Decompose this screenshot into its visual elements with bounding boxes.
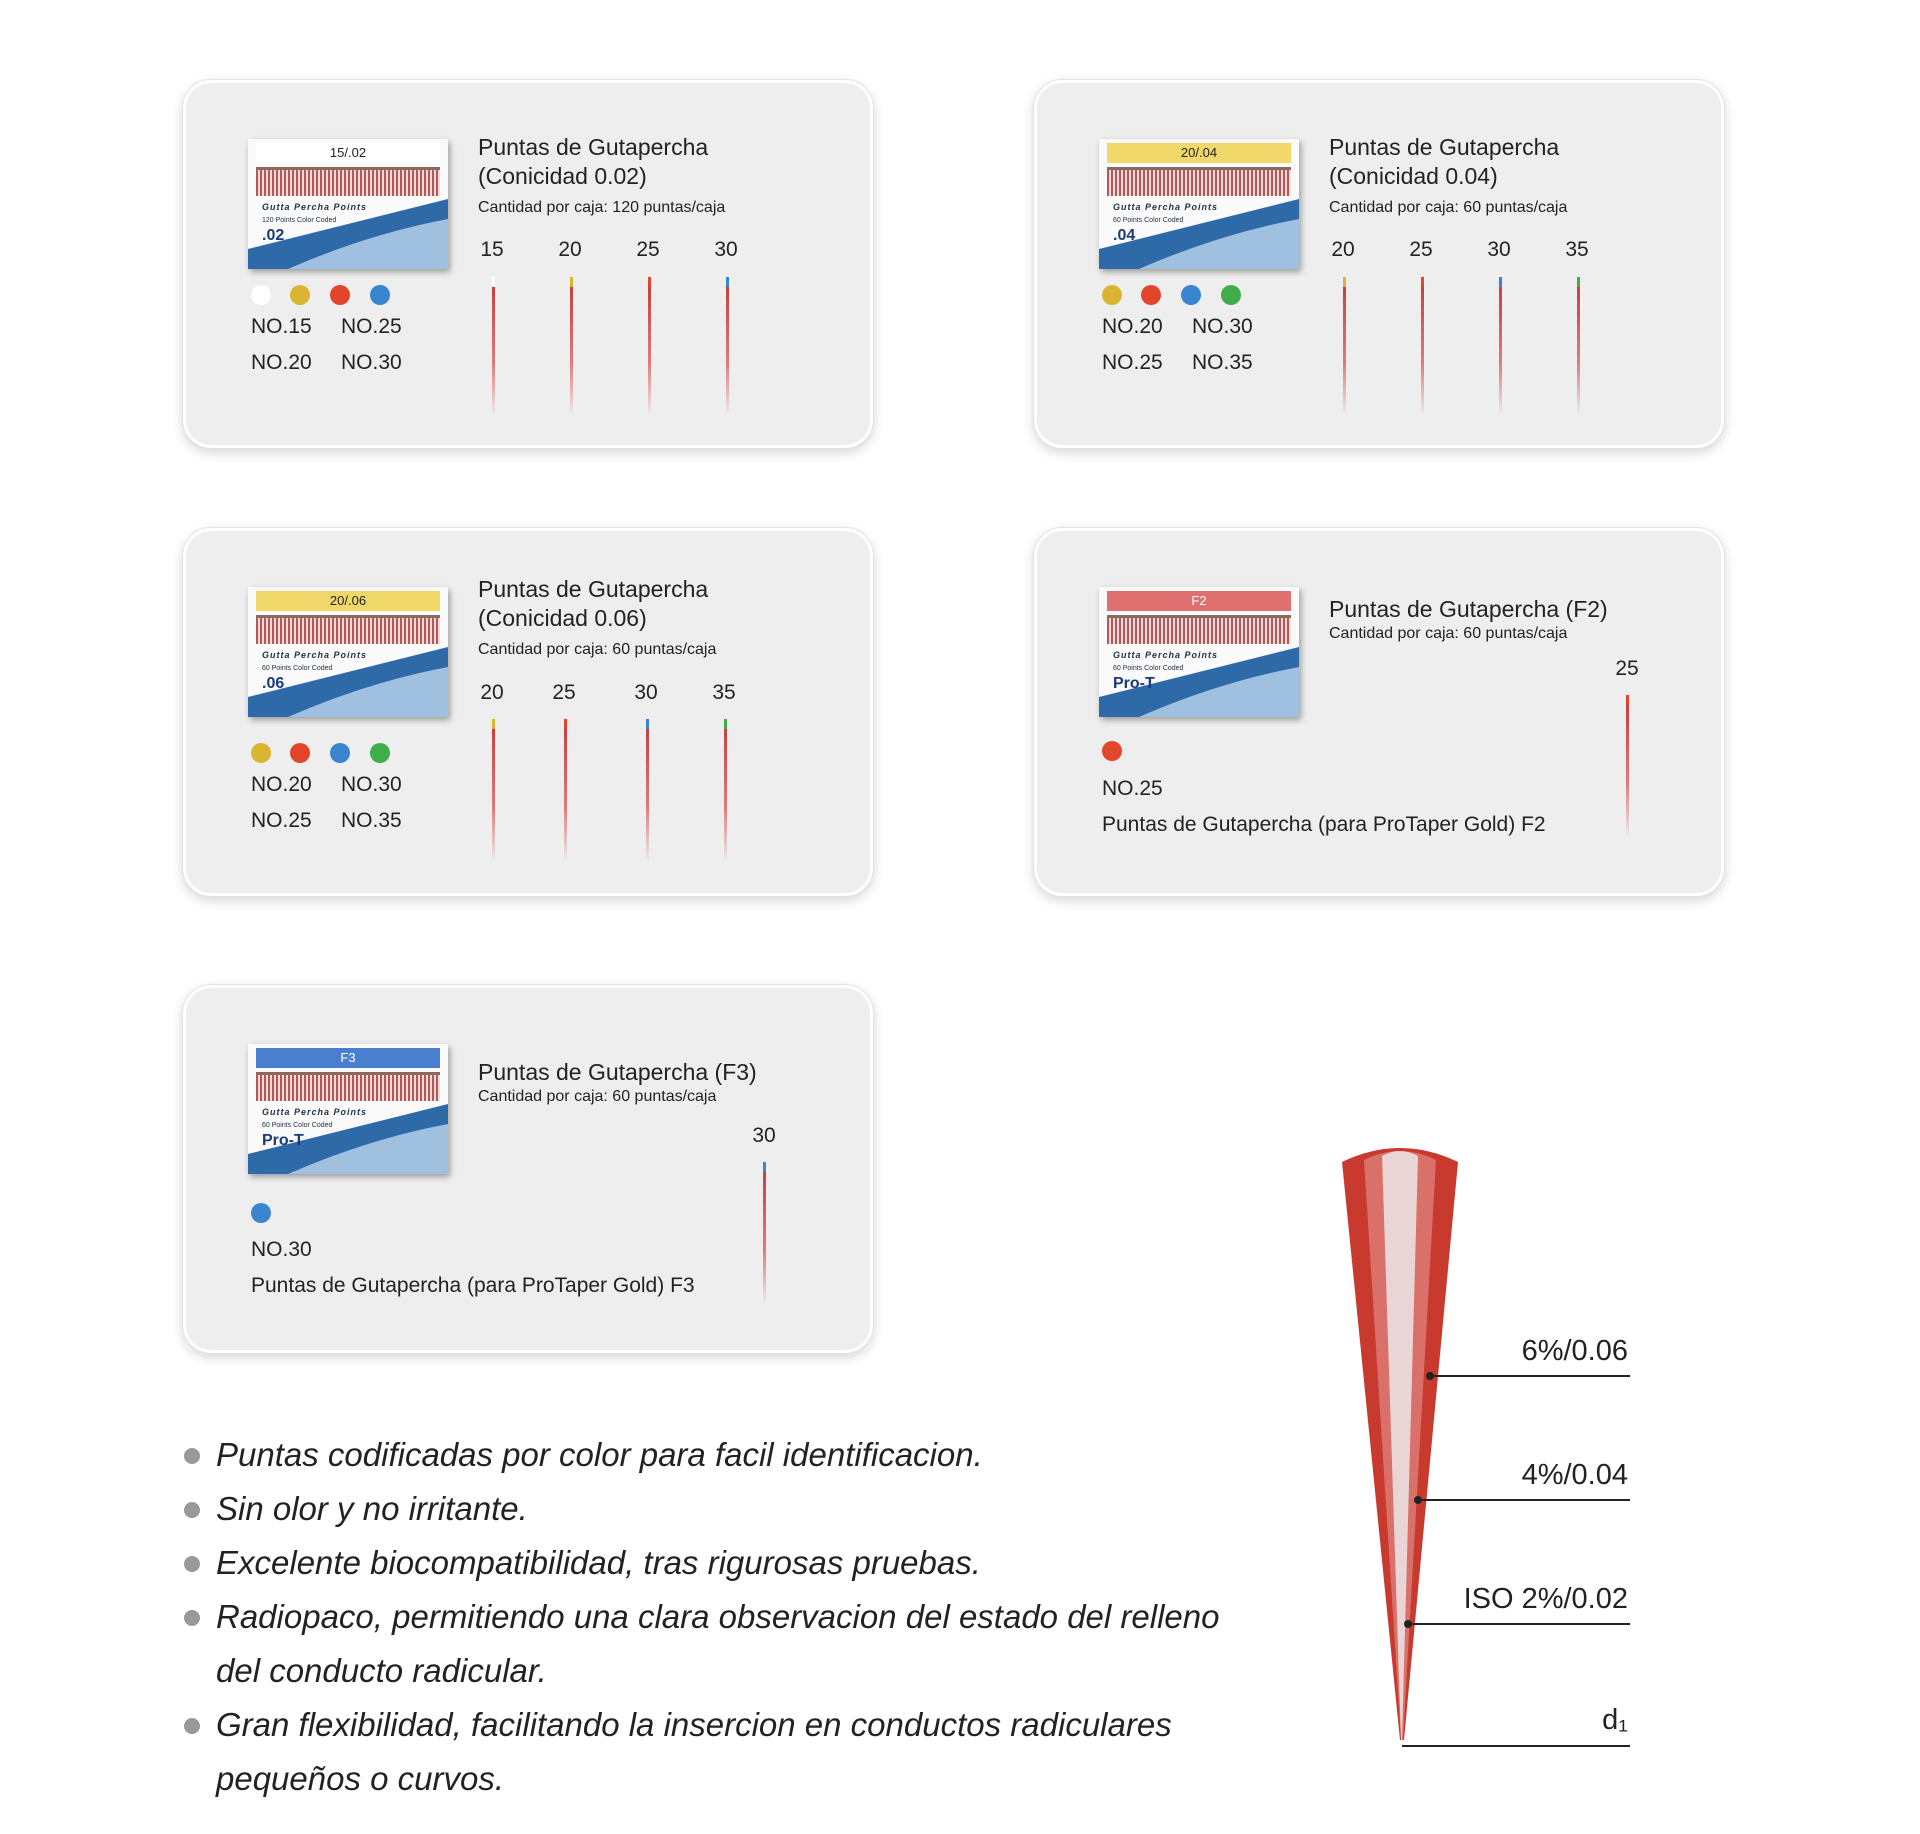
taper-label-004: 4%/0.04 (1521, 1459, 1628, 1491)
product-box-image (248, 139, 448, 269)
card-title-line1: Puntas de Gutapercha (F2) (1329, 596, 1608, 622)
product-card-f2 (1034, 528, 1724, 896)
card-quantity: Cantidad por caja: 60 puntas/caja (478, 641, 717, 658)
box-product-name: Gutta Percha Points (1113, 650, 1219, 660)
size-number: NO.20 (251, 773, 312, 796)
feature-item (182, 1482, 1262, 1536)
bullet-icon (184, 1448, 200, 1464)
color-dot-green (1221, 285, 1241, 305)
feature-item (182, 1536, 1262, 1590)
size-number: NO.35 (1192, 351, 1253, 374)
color-dot-blue (1181, 285, 1201, 305)
card-title-line1: Puntas de Gutapercha (478, 134, 709, 160)
point-size-label: 25 (552, 681, 576, 704)
box-size-band: 20/.04 (1107, 143, 1291, 163)
point-size-label: 30 (714, 238, 738, 261)
point-size-label: 35 (1565, 238, 1589, 261)
product-card-conicidad-002 (183, 80, 873, 448)
box-sub-text: 60 Points Color Coded (262, 1122, 333, 1129)
size-number: NO.25 (1102, 777, 1163, 800)
product-box-image (248, 587, 448, 717)
point-size-label: 20 (1331, 238, 1355, 261)
color-dot-blue (330, 743, 350, 763)
gutta-percha-point (646, 719, 649, 859)
card-title-line1: Puntas de Gutapercha (478, 576, 709, 602)
gutta-percha-point (763, 1162, 766, 1302)
box-size-band: F2 (1107, 591, 1291, 611)
size-number: NO.35 (341, 809, 402, 832)
point-size-label: 30 (634, 681, 658, 704)
feature-item (182, 1590, 1246, 1698)
gutta-percha-point (492, 719, 495, 859)
gutta-percha-point (648, 277, 651, 413)
point-size-label: 25 (1409, 238, 1433, 261)
point-size-label: 30 (1487, 238, 1511, 261)
feature-text: Sin olor y no irritante. (216, 1490, 528, 1527)
box-product-name: Gutta Percha Points (262, 1107, 368, 1117)
card-title (478, 133, 708, 191)
point-size-label: 35 (712, 681, 736, 704)
feature-item (182, 1428, 1262, 1482)
product-box-image (1099, 139, 1299, 269)
feature-list (182, 1428, 1262, 1806)
card-quantity: Cantidad por caja: 60 puntas/caja (1329, 199, 1568, 216)
gutta-percha-point (726, 277, 729, 413)
bullet-icon (184, 1610, 200, 1626)
card-quantity: Cantidad por caja: 120 puntas/caja (478, 199, 726, 216)
box-sub-text: 60 Points Color Coded (262, 665, 333, 672)
point-size-label: 30 (752, 1124, 776, 1147)
color-dot-red (1102, 741, 1122, 761)
color-dot-red (290, 743, 310, 763)
gutta-percha-point (1626, 695, 1629, 835)
taper-diagram (1330, 1142, 1650, 1752)
box-product-name: Gutta Percha Points (1113, 202, 1219, 212)
size-number: NO.25 (341, 315, 402, 338)
size-number: NO.20 (251, 351, 312, 374)
point-size-label: 20 (558, 238, 582, 261)
taper-label-002: ISO 2%/0.02 (1463, 1583, 1628, 1615)
box-product-name: Gutta Percha Points (262, 202, 368, 212)
box-size-band: 20/.06 (256, 591, 440, 611)
bullet-icon (184, 1718, 200, 1734)
product-description: Puntas de Gutapercha (para ProTaper Gold) F2 (1102, 813, 1546, 836)
bullet-icon (184, 1502, 200, 1518)
box-code: .04 (1113, 227, 1136, 244)
box-code: Pro-T (1113, 675, 1155, 692)
card-title-line2: (Conicidad 0.04) (1329, 163, 1498, 189)
taper-label-d1: d₁ (1602, 1704, 1628, 1736)
card-title-line2: (Conicidad 0.06) (478, 605, 647, 631)
box-product-name: Gutta Percha Points (262, 650, 368, 660)
gutta-percha-point (570, 277, 573, 413)
box-sub-text: 60 Points Color Coded (1113, 217, 1184, 224)
point-size-label: 15 (480, 238, 504, 261)
size-number: NO.25 (1102, 351, 1163, 374)
point-size-label: 25 (1615, 657, 1639, 680)
box-code: Pro-T (262, 1132, 304, 1149)
product-description: Puntas de Gutapercha (para ProTaper Gold) F3 (251, 1274, 695, 1297)
gutta-percha-point (1499, 277, 1502, 413)
size-number: NO.30 (341, 773, 402, 796)
color-dot-yellow (1102, 285, 1122, 305)
feature-text: Gran flexibilidad, facilitando la insercion en conductos radiculares pequeños o curvos. (216, 1706, 1172, 1797)
color-dot-blue (251, 1203, 271, 1223)
box-code: .02 (262, 227, 285, 244)
color-dot-white (251, 285, 271, 305)
bullet-icon (184, 1556, 200, 1572)
card-quantity: Cantidad por caja: 60 puntas/caja (478, 1088, 717, 1105)
feature-item (182, 1698, 1246, 1806)
feature-text: Puntas codificadas por color para facil identificacion. (216, 1436, 983, 1473)
size-number: NO.30 (341, 351, 402, 374)
taper-label-006: 6%/0.06 (1521, 1335, 1628, 1367)
gutta-percha-point (1343, 277, 1346, 413)
feature-text: Radiopaco, permitiendo una clara observacion del estado del relleno del conducto radicular. (216, 1598, 1220, 1689)
color-dot-red (330, 285, 350, 305)
gutta-percha-point (564, 719, 567, 859)
size-number: NO.20 (1102, 315, 1163, 338)
size-number: NO.25 (251, 809, 312, 832)
color-dot-yellow (290, 285, 310, 305)
color-dot-blue (370, 285, 390, 305)
product-card-conicidad-004 (1034, 80, 1724, 448)
color-dot-yellow (251, 743, 271, 763)
size-number: NO.30 (1192, 315, 1253, 338)
feature-text: Excelente biocompatibilidad, tras rigurosas pruebas. (216, 1544, 981, 1581)
card-title-line1: Puntas de Gutapercha (1329, 134, 1560, 160)
gutta-percha-cone-graphic (1330, 1142, 1650, 1752)
card-title (478, 575, 708, 633)
card-title-line2: (Conicidad 0.02) (478, 163, 647, 189)
product-box-image (248, 1044, 448, 1174)
card-quantity: Cantidad por caja: 60 puntas/caja (1329, 625, 1568, 642)
card-title (1329, 133, 1559, 191)
gutta-percha-point (492, 277, 495, 413)
gutta-percha-point (724, 719, 727, 859)
gutta-percha-point (1577, 277, 1580, 413)
size-number: NO.30 (251, 1238, 312, 1261)
product-card-f3 (183, 985, 873, 1353)
color-dot-red (1141, 285, 1161, 305)
card-title (1329, 595, 1608, 624)
box-size-band: F3 (256, 1048, 440, 1068)
size-number: NO.15 (251, 315, 312, 338)
box-size-band: 15/.02 (256, 143, 440, 163)
card-title (478, 1058, 757, 1087)
color-dot-green (370, 743, 390, 763)
product-card-conicidad-006 (183, 528, 873, 896)
product-box-image (1099, 587, 1299, 717)
point-size-label: 25 (636, 238, 660, 261)
box-code: .06 (262, 675, 285, 692)
card-title-line1: Puntas de Gutapercha (F3) (478, 1059, 757, 1085)
point-size-label: 20 (480, 681, 504, 704)
gutta-percha-point (1421, 277, 1424, 413)
box-sub-text: 60 Points Color Coded (1113, 665, 1184, 672)
box-sub-text: 120 Points Color Coded (262, 217, 337, 224)
